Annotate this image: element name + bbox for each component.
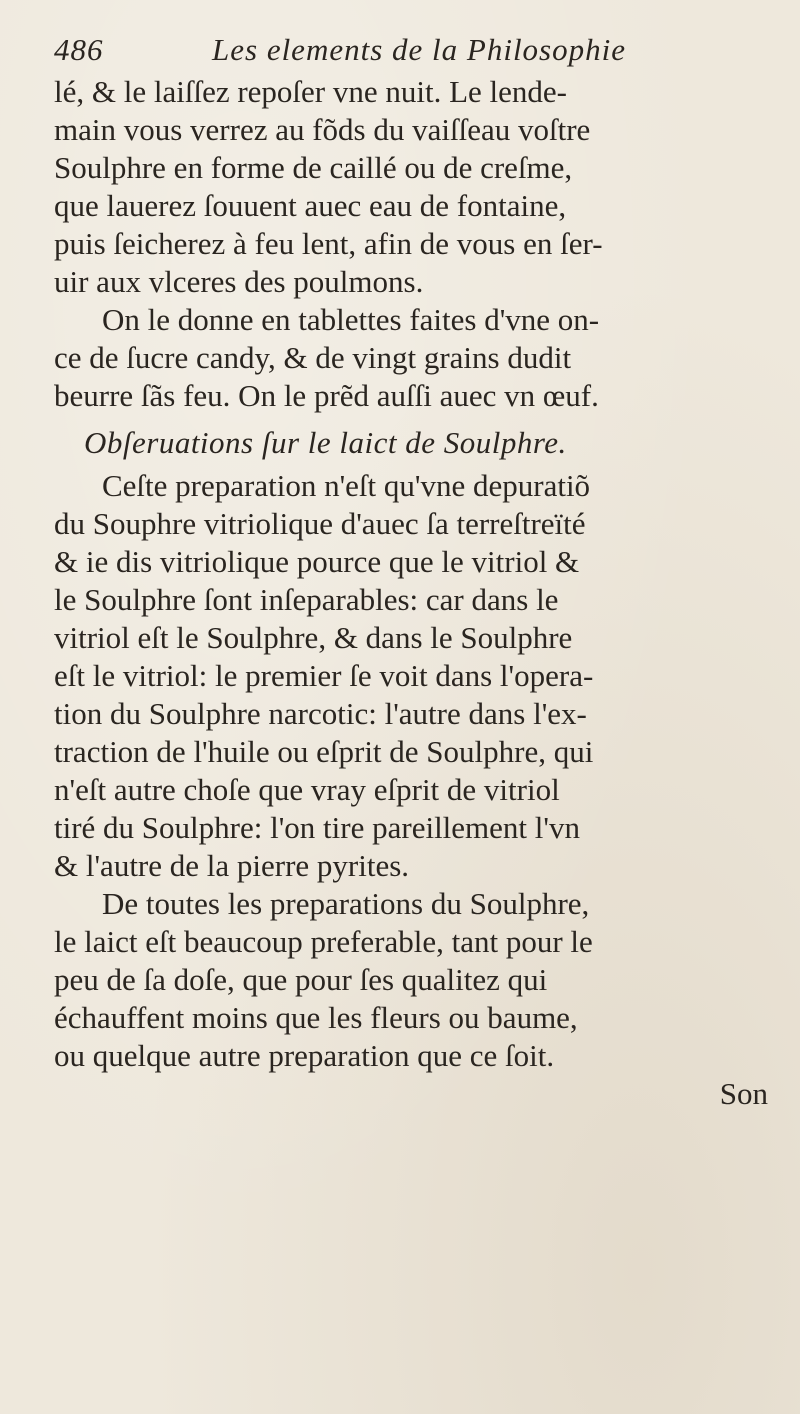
- text-line: tiré du Soulphre: l'on tire pareillement l'vn: [54, 810, 580, 845]
- text-line: beurre ſãs feu. On le prẽd auſſi auec vn œuf.: [54, 378, 599, 413]
- text-line: lé, & le laiſſez repoſer vne nuit. Le lende-: [54, 74, 567, 109]
- running-title: Les elements de la Philosophie: [212, 32, 626, 67]
- text-line: On le donne en tablettes faites d'vne on-: [102, 302, 600, 337]
- text-line: uir aux vlceres des poulmons.: [54, 264, 424, 299]
- text-line: De toutes les preparations du Soulphre,: [102, 886, 590, 921]
- text-line: que lauerez ſouuent auec eau de fontaine,: [54, 188, 567, 223]
- text-line: puis ſeicherez à feu lent, afin de vous en ſer-: [54, 226, 603, 261]
- text-line: le Soulphre ſont inſeparables: car dans le: [54, 582, 559, 617]
- text-line: le laict eſt beaucoup preferable, tant pour le: [54, 924, 593, 959]
- text-line: main vous verrez au fõds du vaiſſeau voſtre: [54, 112, 591, 147]
- text-line: vitriol eſt le Soulphre, & dans le Soulphre: [54, 620, 573, 655]
- text-line: échauffent moins que les fleurs ou baume,: [54, 1000, 578, 1035]
- catchword: Son: [719, 1076, 768, 1111]
- text-line: tion du Soulphre narcotic: l'autre dans l'ex-: [54, 696, 587, 731]
- text-line: ou quelque autre preparation que ce ſoit.: [54, 1038, 555, 1073]
- page-number: 486: [54, 32, 104, 67]
- text-line: peu de ſa doſe, que pour ſes qualitez qui: [54, 962, 548, 997]
- text-line: ce de ſucre candy, & de vingt grains dudit: [54, 340, 572, 375]
- text-line: & l'autre de la pierre pyrites.: [54, 848, 410, 883]
- text-line: Soulphre en forme de caillé ou de creſme,: [54, 150, 573, 185]
- section-heading: Obſeruations ſur le laict de Soulphre.: [84, 425, 567, 460]
- body-text: [54, 73, 794, 1113]
- text-line: eſt le vitriol: le premier ſe voit dans l'opera-: [54, 658, 594, 693]
- text-line: & ie dis vitriolique pource que le vitriol &: [54, 544, 580, 579]
- text-line: traction de l'huile ou eſprit de Soulphre, qui: [54, 734, 594, 769]
- text-line: Ceſte preparation n'eſt qu'vne depuratiõ: [102, 468, 591, 503]
- text-line: du Souphre vitriolique d'auec ſa terreſtreïté: [54, 506, 586, 541]
- text-line: n'eſt autre choſe que vray eſprit de vitriol: [54, 772, 560, 807]
